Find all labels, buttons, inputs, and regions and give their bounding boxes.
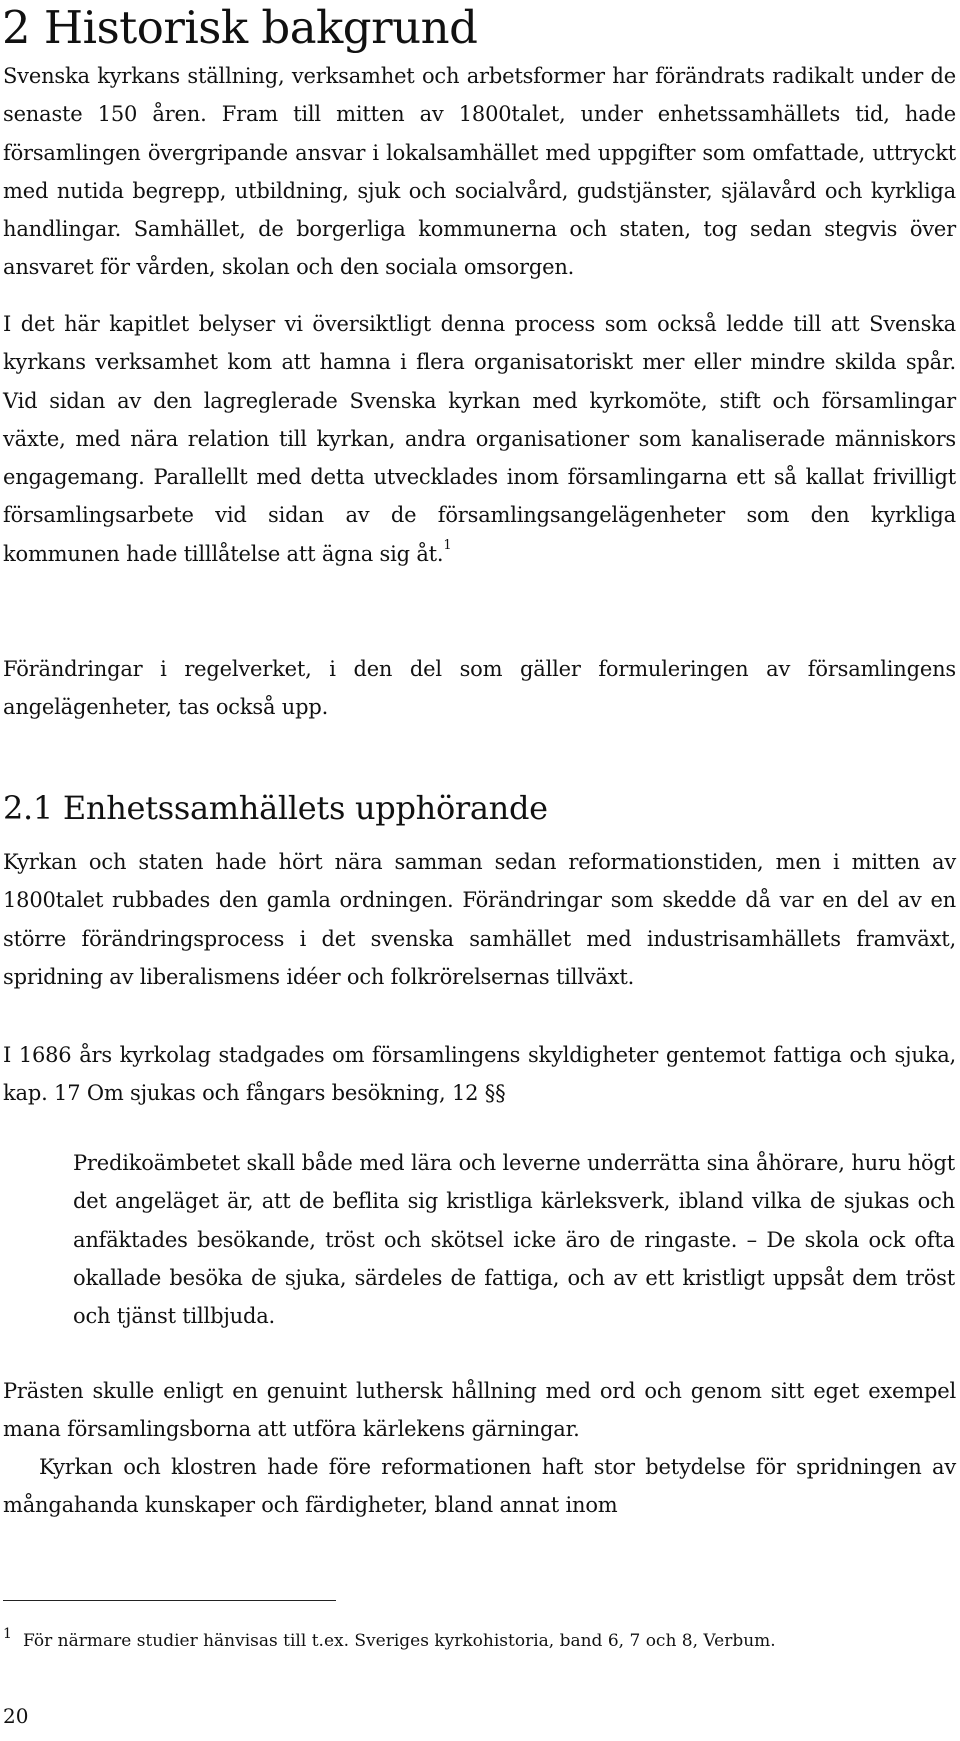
section-paragraph-3: Prästen skulle enligt en genuint luthersk hållning med ord och genom sitt eget exempel mana församlingsborna att utföra kärlekens gärningar. bbox=[3, 1379, 956, 1442]
chapter-paragraph-1: Svenska kyrkans ställning, verksamhet och arbetsformer har förändrats radikalt under de senaste 150 åren. Fram till mitten av 1800talet, under enhetssamhällets tid, hade församlingen övergripande ansvar i lokalsamhället med uppgifter som omfattade, uttryckt med nutida begrepp, utbildning, sjuk och socialvård, gudstjänster, själavård och kyrkliga handlingar. Samhället, de borgerliga kommunerna och staten, tog sedan stegvis över ansvaret för vården, skolan och den sociala omsorgen. bbox=[3, 64, 956, 280]
block-quote: Predikoämbetet skall både med lära och leverne underrätta sina åhörare, huru högt det angeläget är, att de beflita sig kristliga kärleksverk, ibland vilka de sjukas och anfäktades besökande, tröst och skötsel icke äro de ringaste. – De skola ock ofta okallade besöka de sjuka, särdeles de fattiga, och av ett kristligt uppsåt dem tröst och tjänst tillbjuda. bbox=[73, 1151, 955, 1329]
page-number: 20 bbox=[3, 1704, 29, 1728]
chapter-paragraph-2-text: I det här kapitlet belyser vi översiktligt denna process som också ledde till att Svenska kyrkans verksamhet kom att hamna i flera organisatoriskt mer eller mindre skilda spår. Vid sidan av den lagreglerade Svenska kyrkan med kyrkomöte, stift och församlingar växte, med nära relation till kyrkan, andra organisationer som kanaliserade människors engagemang. Parallellt med detta utvecklades inom församlingarna ett så kallat frivilligt församlingsarbete vid sidan av de församlingsangelägenheter som den kyrkliga kommunen hade tilllåtelse att ägna sig åt. bbox=[3, 312, 956, 566]
footnote-text: För närmare studier hänvisas till t.ex. Sveriges kyrkohistoria, band 6, 7 och 8, Verbum. bbox=[23, 1631, 776, 1651]
chapter-paragraph-3: Förändringar i regelverket, i den del som gäller formuleringen av församlingens angelägenheter, tas också upp. bbox=[3, 657, 956, 720]
chapter-title: 2 Historisk bakgrund bbox=[2, 1, 478, 54]
chapter-paragraph-2 bbox=[3, 305, 956, 573]
section-title: 2.1 Enhetssamhällets upphörande bbox=[3, 789, 548, 827]
section-paragraph-2: I 1686 års kyrkolag stadgades om församlingens skyldigheter gentemot fattiga och sjuka, kap. 17 Om sjukas och fångars besökning, 12 §§ bbox=[3, 1043, 956, 1106]
footnote: 1 För närmare studier hänvisas till t.ex. Sveriges kyrkohistoria, band 6, 7 och 8, Verbum. bbox=[3, 1626, 776, 1651]
footnote-reference: 1 bbox=[443, 537, 452, 553]
section-paragraph-1: Kyrkan och staten hade hört nära samman sedan reformationstiden, men i mitten av 1800talet rubbades den gamla ordningen. Förändringar som skedde då var en del av en större förändringsprocess i det svenska samhället med industrisamhällets framväxt, spridning av liberalismens idéer och folkrörelsernas tillväxt. bbox=[3, 850, 956, 989]
footnote-divider bbox=[3, 1600, 336, 1601]
section-paragraph-4: Kyrkan och klostren hade före reformationen haft stor betydelse för spridningen av mångahanda kunskaper och färdigheter, bland annat inom bbox=[3, 1455, 956, 1518]
